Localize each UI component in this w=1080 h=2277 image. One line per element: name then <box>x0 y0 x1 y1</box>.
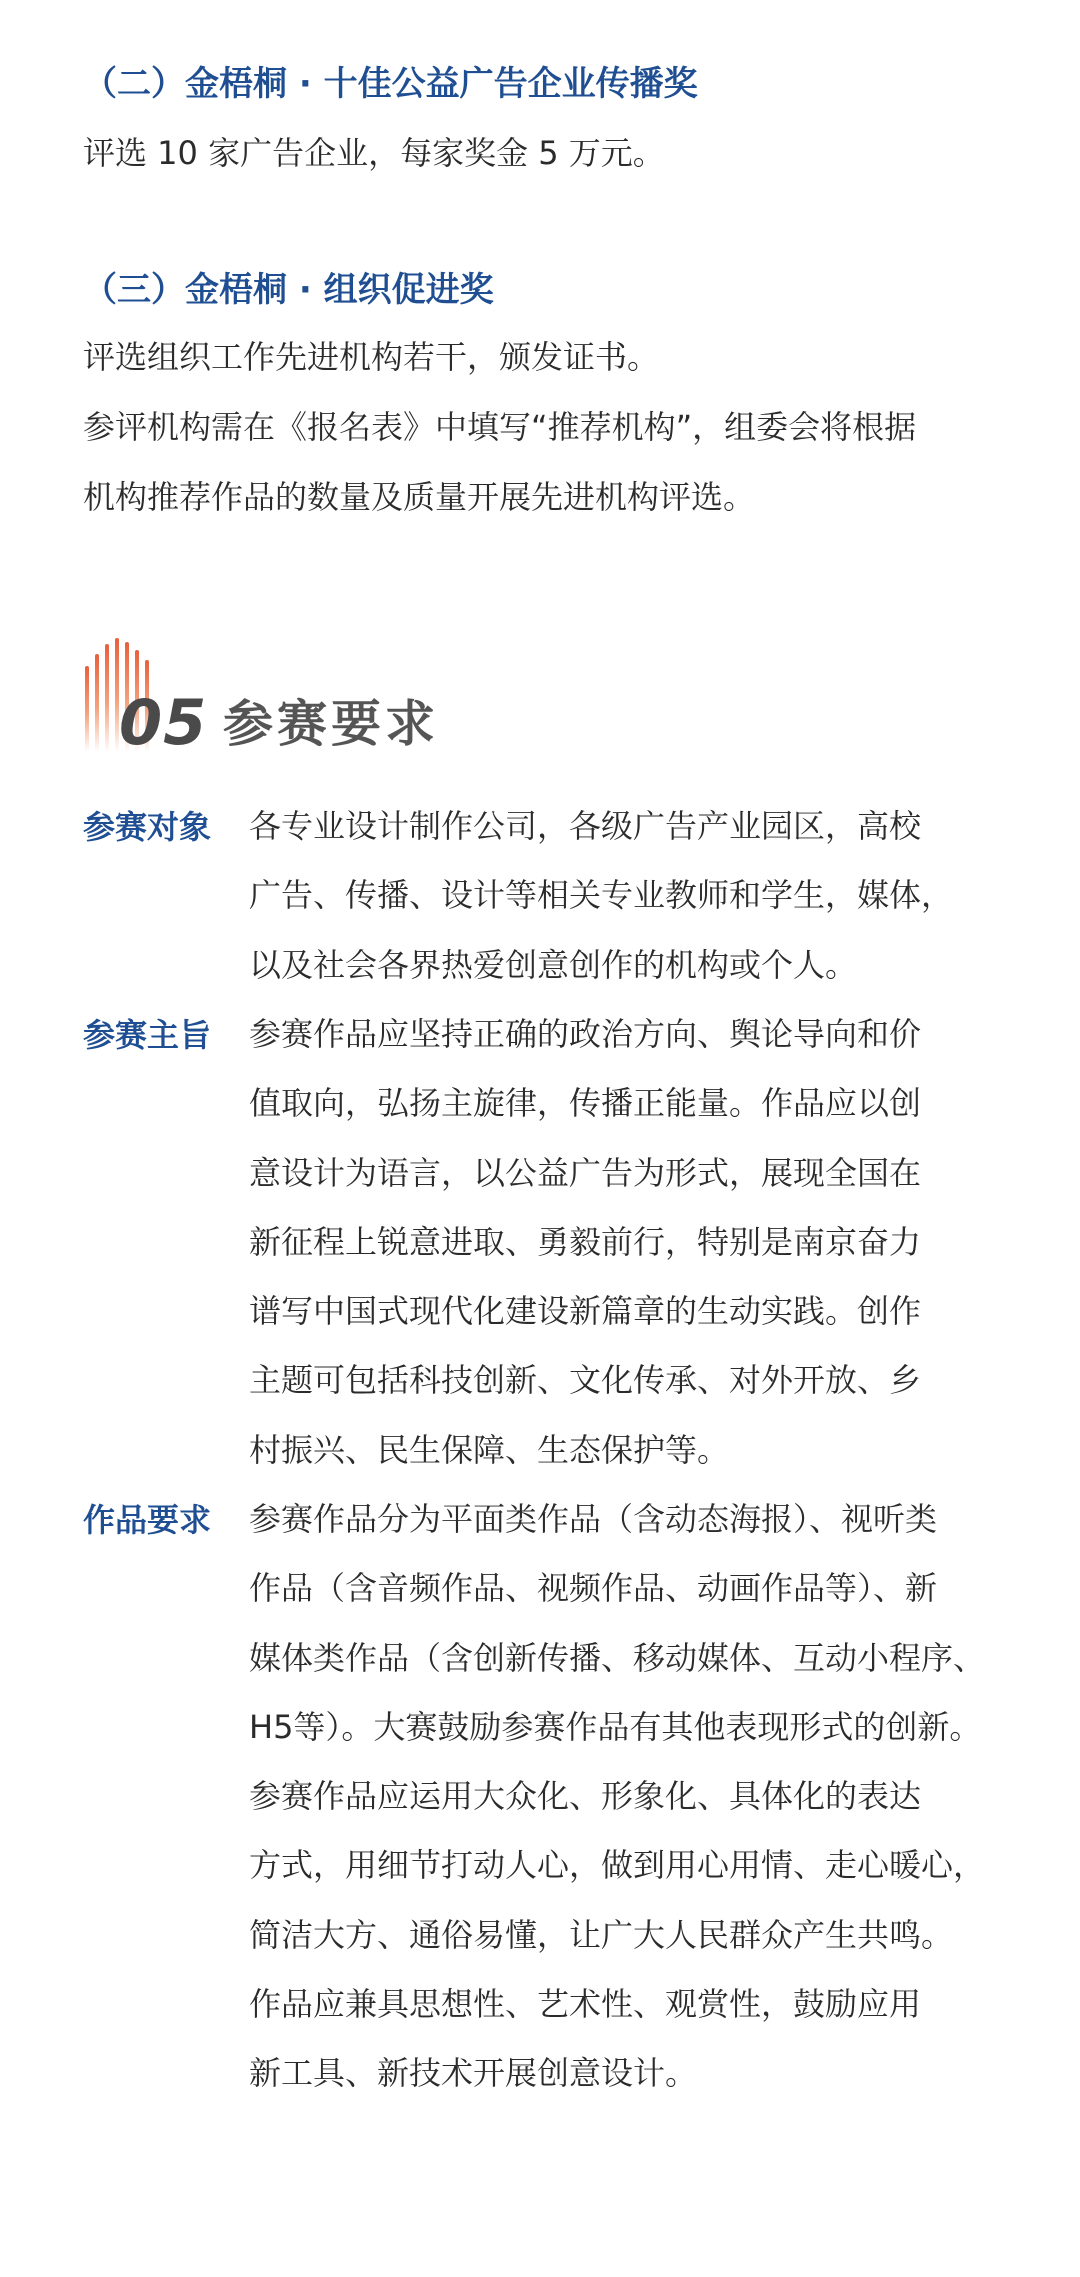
requirement-line: 方式，用细节打动人心，做到用心用情、走心暖心， <box>249 1846 986 1885</box>
bar-2 <box>95 654 99 752</box>
requirement-line: 各专业设计制作公司，各级广告产业园区，高校 <box>249 807 922 845</box>
requirement-line: 新工具、新技术开展创意设计。 <box>249 2054 698 2093</box>
bar-1 <box>85 666 89 752</box>
requirement-text-participants <box>249 792 1079 1000</box>
requirement-line: 参赛作品应运用大众化、形象化、具体化的表达 <box>249 1777 922 1816</box>
requirement-line: 村振兴、民生保障、生态保护等。 <box>249 1430 730 1469</box>
requirement-line: 以及社会各界热爱创意创作的机构或个人。 <box>249 945 858 984</box>
requirement-label-works: 作品要求 <box>83 1501 212 1539</box>
award-2-text: 评选 10 家广告企业，每家奖金 5 万元。 <box>83 134 665 172</box>
requirement-text-theme <box>249 1000 1079 1485</box>
award-3-line-2: 参评机构需在《报名表》中填写“推荐机构”，组委会将根据 <box>83 408 917 446</box>
requirement-text-works <box>249 1485 1079 2109</box>
section-number: 05 <box>119 686 208 759</box>
requirement-label-theme: 参赛主旨 <box>83 1016 212 1054</box>
award-3-title: （三）金梧桐 · 组织促进奖 <box>83 270 494 310</box>
requirement-line: 参赛作品应坚持正确的政治方向、舆论导向和价 <box>249 1015 922 1053</box>
award-3-line-1: 评选组织工作先进机构若干，颁发证书。 <box>83 338 660 376</box>
requirement-line: 媒体类作品（含创新传播、移动媒体、互动小程序、 <box>249 1638 986 1677</box>
section-title: 参赛要求 <box>223 695 439 753</box>
requirement-line: 作品应兼具思想性、艺术性、观赏性，鼓励应用 <box>249 1985 922 2024</box>
requirement-line: H5等）。大赛鼓励参赛作品有其他表现形式的创新。 <box>249 1707 982 1746</box>
requirement-line: 新征程上锐意进取、勇毅前行，特别是南京奋力 <box>249 1222 922 1261</box>
requirement-line: 主题可包括科技创新、文化传承、对外开放、乡 <box>249 1361 922 1400</box>
award-3-line-3: 机构推荐作品的数量及质量开展先进机构评选。 <box>83 478 756 516</box>
requirement-line: 谱写中国式现代化建设新篇章的生动实践。创作 <box>249 1292 922 1331</box>
requirement-line: 作品（含音频作品、视频作品、动画作品等）、新 <box>249 1569 938 1608</box>
award-2-title: （二）金梧桐 · 十佳公益广告企业传播奖 <box>83 64 698 104</box>
requirement-line: 值取向，弘扬主旋律，传播正能量。作品应以创 <box>249 1084 922 1123</box>
requirement-line: 参赛作品分为平面类作品（含动态海报）、视听类 <box>249 1500 938 1538</box>
requirement-label-participants: 参赛对象 <box>83 808 212 846</box>
requirement-line: 意设计为语言，以公益广告为形式，展现全国在 <box>249 1153 922 1192</box>
section-heading <box>83 628 783 768</box>
requirement-line: 简洁大方、通俗易懂，让广大人民群众产生共鸣。 <box>249 1915 954 1954</box>
bar-3 <box>105 644 109 752</box>
requirement-line: 广告、传播、设计等相关专业教师和学生，媒体， <box>249 876 954 915</box>
